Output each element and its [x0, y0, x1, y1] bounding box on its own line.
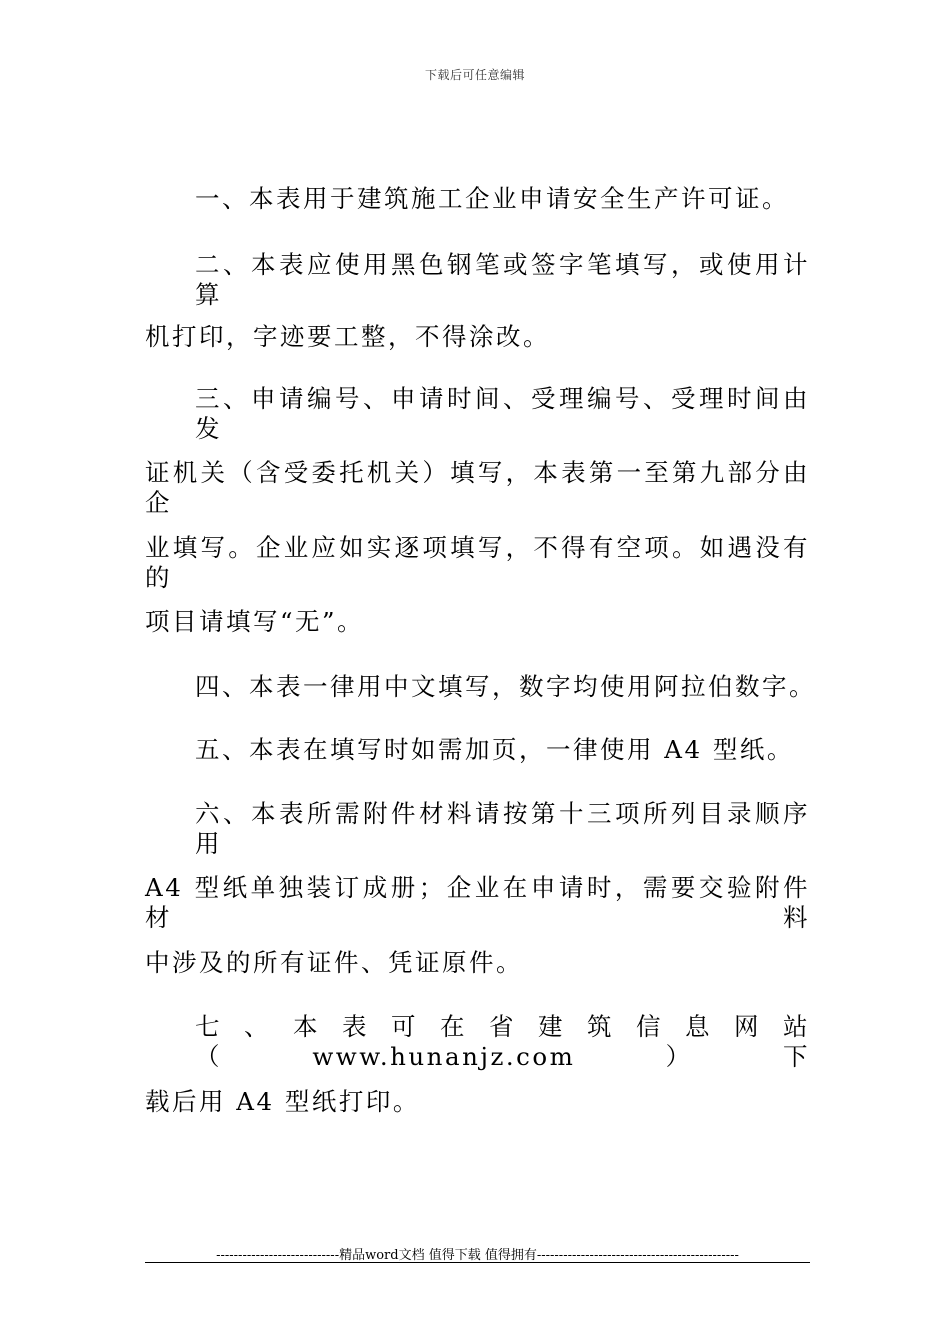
instruction-item-6-line-3: 中涉及的所有证件、凭证原件。	[145, 948, 523, 977]
instruction-item-2-line-1: 二、本表应使用黑色钢笔或签字笔填写，或使用计算	[195, 250, 810, 309]
instruction-item-2-line-2: 机打印，字迹要工整，不得涂改。	[145, 322, 550, 351]
page-header: 下载后可任意编辑	[424, 68, 525, 82]
footer-rule	[145, 1262, 810, 1263]
instruction-item-6-line-2: A4 型纸单独装订成册；企业在申请时，需要交验附件材料	[145, 873, 810, 932]
instruction-item-5: 五、本表在填写时如需加页，一律使用 A4 型纸。	[195, 735, 794, 764]
instruction-item-4: 四、本表一律用中文填写，数字均使用阿拉伯数字。	[195, 672, 816, 701]
instruction-item-6-line-1: 六、本表所需附件材料请按第十三项所列目录顺序用	[195, 799, 810, 858]
instruction-item-3-line-3: 业填写。企业应如实逐项填写，不得有空项。如遇没有的	[145, 533, 810, 592]
instruction-item-3-line-4: 项目请填写“无”。	[145, 607, 365, 636]
instruction-item-3-line-1: 三、申请编号、申请时间、受理编号、受理时间由发	[195, 384, 810, 443]
instruction-item-1: 一、本表用于建筑施工企业申请安全生产许可证。	[195, 184, 789, 213]
page-footer: ----------------------------精品word文档 值得下载 值得拥有----------------------------------------------	[216, 1248, 739, 1263]
instruction-item-7-line-2: 载后用 A4 型纸打印。	[145, 1087, 420, 1116]
instruction-item-3-line-2: 证机关（含受委托机关）填写，本表第一至第九部分由企	[145, 458, 810, 517]
instruction-item-7-line-1: 七、本表可在省建筑信息网站（www.hunanjz.com）下	[195, 1012, 810, 1071]
